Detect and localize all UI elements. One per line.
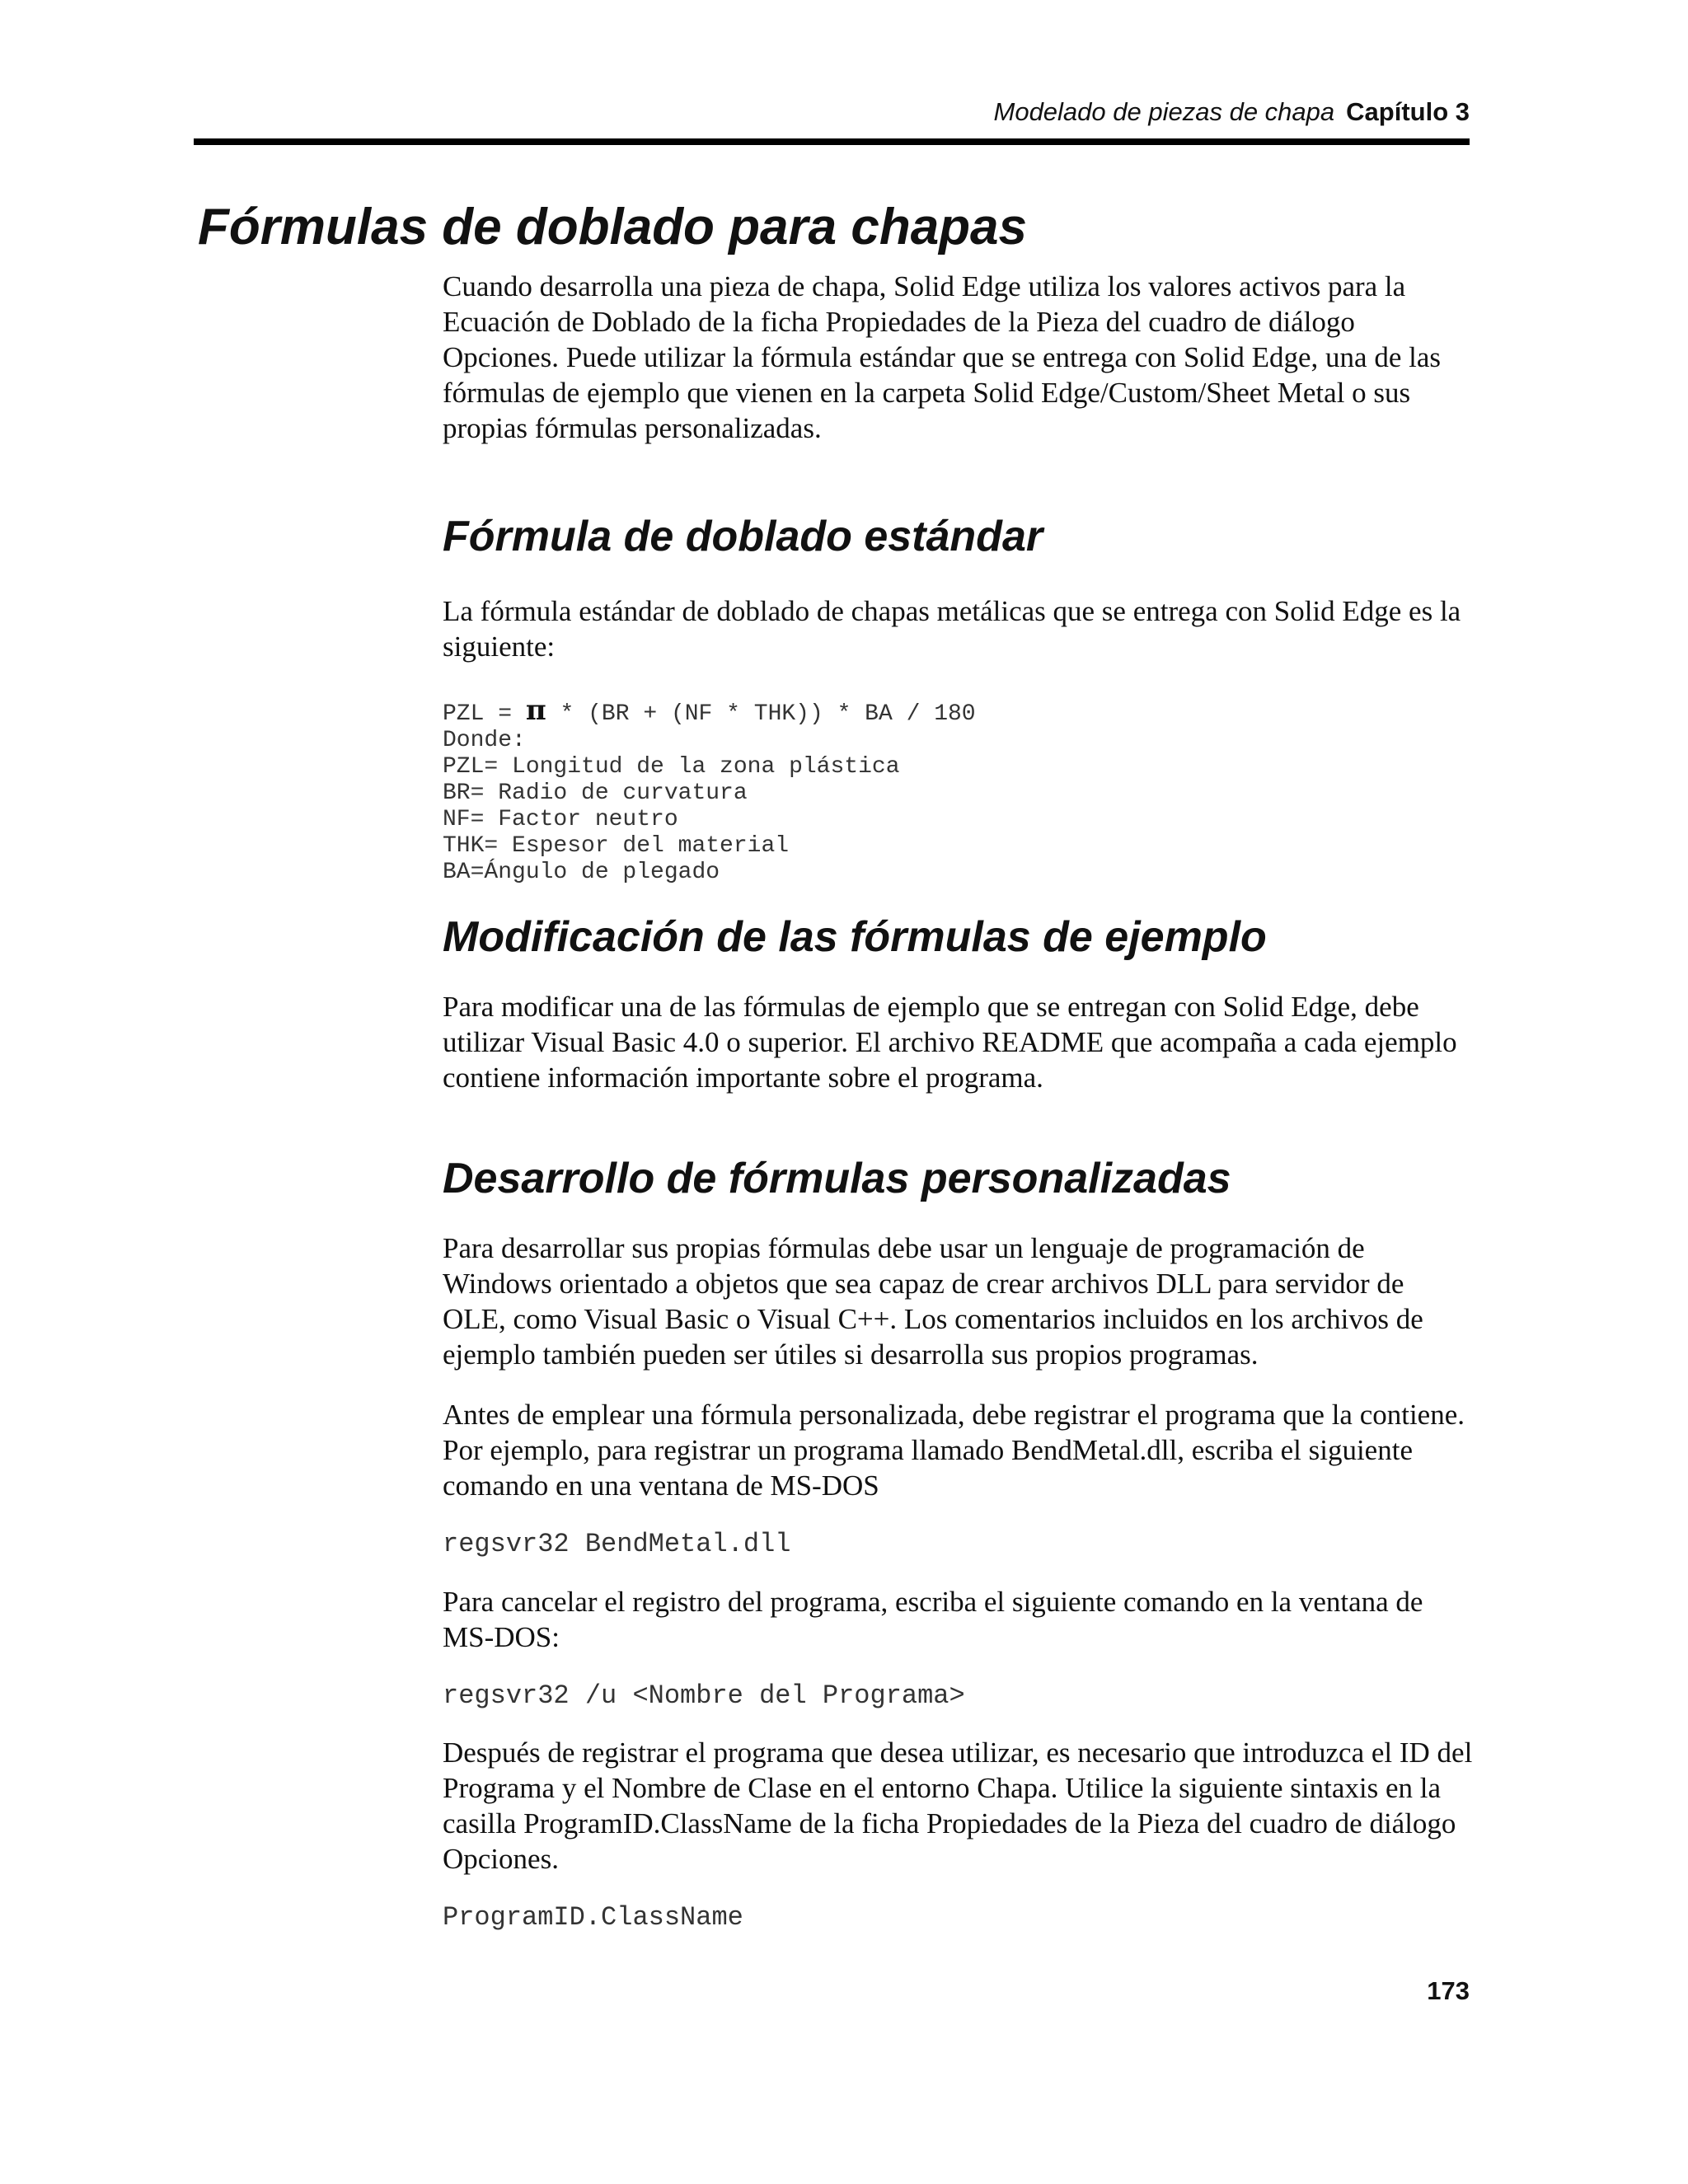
- definition-line: BR= Radio de curvatura: [443, 780, 748, 806]
- modify-paragraph: Para modificar una de las fórmulas de ejemplo que se entregan con Solid Edge, debe utilizar Visual Basic 4.0 o superior. El archivo README que acompaña a cada ejemplo contiene información importante sobre el programa.: [443, 991, 1457, 1094]
- heading-custom-formulas: Desarrollo de fórmulas personalizadas: [443, 1155, 1231, 1202]
- unregister-command: regsvr32 /u <Nombre del Programa>: [443, 1680, 965, 1711]
- formula-prefix: PZL =: [443, 701, 526, 727]
- formula-rest: * (BR + (NF * THK)) * BA / 180: [546, 701, 976, 727]
- formula-block: [443, 694, 1473, 886]
- custom-paragraph-1: Para desarrollar sus propias fórmulas debe usar un lenguaje de programación de Windows orientado a objetos que sea capaz de crear archivos DLL para servidor de OLE, como Visual Basic o Visual C++. Los comentarios incluidos en los archivos de ejemplo también pueden ser útiles si desarrolla sus propios programas.: [443, 1232, 1423, 1371]
- intro-paragraph: Cuando desarrolla una pieza de chapa, Solid Edge utiliza los valores activos para la Ecuación de Doblado de la ficha Propiedades de la Pieza del cuadro de diálogo Opciones. Puede utilizar la fórmula estándar que se entrega con Solid Edge, una de las fórmulas de ejemplo que vienen en la carpeta Solid Edge/Custom/Sheet Metal o sus propias fórmulas personalizadas.: [443, 270, 1441, 444]
- syntax-command: ProgramID.ClassName: [443, 1902, 743, 1933]
- register-command: regsvr32 BendMetal.dll: [443, 1529, 791, 1559]
- content-column: [443, 269, 1473, 1934]
- heading-modify-examples: Modificación de las fórmulas de ejemplo: [443, 913, 1267, 961]
- definition-line: Donde:: [443, 728, 526, 753]
- definition-line: PZL= Longitud de la zona plástica: [443, 754, 900, 780]
- custom-paragraph-3: Para cancelar el registro del programa, escriba el siguiente comando en la ventana de MS-DOS:: [443, 1586, 1423, 1653]
- standard-formula-paragraph: La fórmula estándar de doblado de chapas metálicas que se entrega con Solid Edge es la siguiente:: [443, 595, 1461, 663]
- heading-standard-formula: Fórmula de doblado estándar: [443, 513, 1043, 560]
- running-header: [994, 97, 1470, 127]
- definition-line: NF= Factor neutro: [443, 807, 678, 832]
- header-rule: [194, 138, 1470, 145]
- page-title: Fórmulas de doblado para chapas: [198, 199, 1028, 255]
- custom-paragraph-2: Antes de emplear una fórmula personalizada, debe registrar el programa que la contiene. Por ejemplo, para registrar un programa llamado BendMetal.dll, escriba el siguiente comando en una ventana de MS-DOS: [443, 1399, 1465, 1502]
- definition-line: THK= Espesor del material: [443, 833, 790, 859]
- custom-paragraph-4: Después de registrar el programa que desea utilizar, es necesario que introduzca el ID del Programa y el Nombre de Clase en el entorno Chapa. Utilice la siguiente sintaxis en la casilla ProgramID.ClassName de la ficha Propiedades de la Pieza del cuadro de diálogo Opciones.: [443, 1736, 1473, 1875]
- running-title: Modelado de piezas de chapa: [993, 97, 1335, 126]
- definition-line: BA=Ángulo de plegado: [443, 860, 720, 885]
- chapter-label: Capítulo 3: [1346, 97, 1470, 126]
- formula-line: [443, 694, 1473, 728]
- pi-symbol: π: [525, 694, 546, 727]
- page-number: 173: [1427, 1976, 1470, 2005]
